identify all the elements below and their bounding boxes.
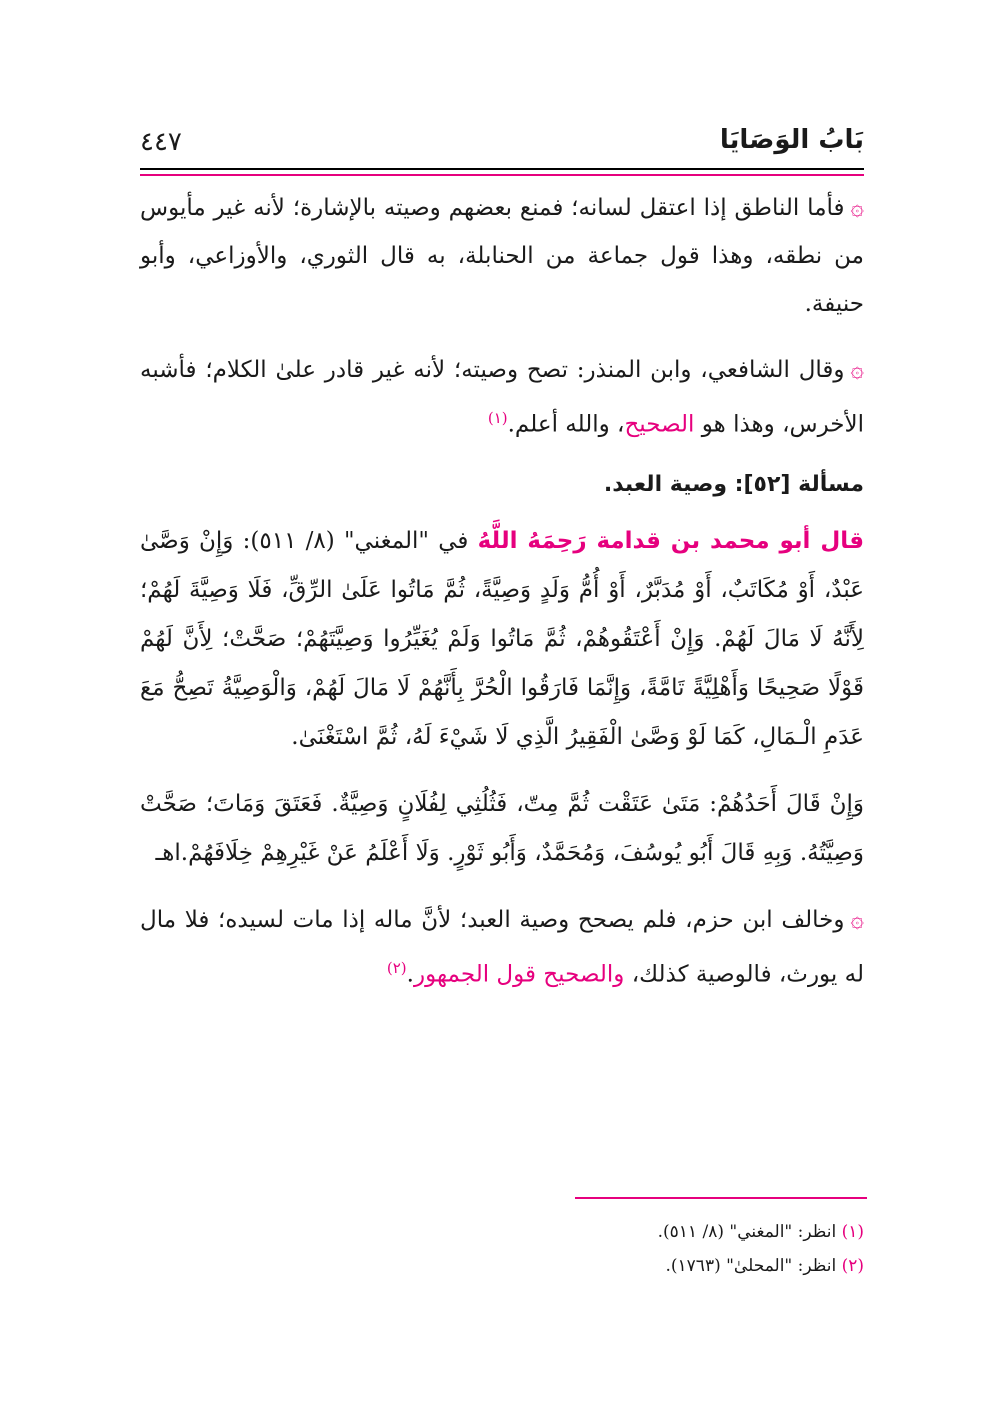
ornament-icon: ۞ xyxy=(850,195,864,221)
chapter-title: بَابُ الوَصَايَا xyxy=(719,125,864,155)
quote-text: وَإِنْ قَالَ أَحَدُهُمْ: مَتَىٰ عَتَقْت ثُمَّ مِتّ، فَثُلُثِي لِفُلَانٍ وَصِيَّةٌ. فَعَتَقَ وَمَاتَ؛ صَحَّتْ وَصِيَّتُهُ. وَبِهِ قَالَ أَبُو يُوسُفَ، وَمُحَمَّدٌ، وَأَبُو ثَوْرٍ. وَلَا أَعْلَمُ عَنْ غَيْرِهِمْ خِلَافَهُمْ.اهـ xyxy=(140,790,864,866)
paragraph-text: وخالف ابن حزم، فلم يصحح وصية العبد؛ لأنَّ ماله إذا مات لسيده؛ فلا مال له يورث، فالوصية كذلك، xyxy=(140,906,864,988)
quote-paragraph-2 xyxy=(140,780,864,878)
page-header xyxy=(140,125,864,165)
paragraph-text: فأما الناطق إذا اعتقل لسانه؛ فمنع بعضهم وصيته بالإشارة؛ لأنه غير مأيوس من نطقه، وهذا قول جماعة من الحنابلة، به قال الثوري، والأوزاعي، وأبو حنيفة. xyxy=(140,195,864,317)
footnote-number: (٢) xyxy=(841,1256,864,1276)
quoted-author: قال أبو محمد بن قدامة رَحِمَهُ اللَّهُ xyxy=(477,527,864,554)
header-rule-pink xyxy=(140,174,864,176)
paragraph-1 xyxy=(140,184,864,328)
footnote-separator xyxy=(575,1197,867,1199)
highlighted-phrase: والصحيح قول الجمهور xyxy=(413,961,625,988)
footnote-text: انظر: "المغني" (٨/ ٥١١). xyxy=(657,1222,837,1242)
page-body xyxy=(140,184,864,1016)
footnote-number: (١) xyxy=(841,1222,864,1242)
ornament-icon: ۞ xyxy=(850,357,864,383)
footnote-1 xyxy=(140,1215,864,1249)
header-rule-black xyxy=(140,168,864,170)
issue-heading: مسألة [٥٢]: وصية العبد. xyxy=(603,471,864,497)
quote-text: في "المغني" (٨/ ٥١١): وَإِنْ وَصَّىٰ عَبْدٌ، أَوْ مُكَاتَبٌ، أَوْ مُدَبَّرٌ، أَوْ أُمُّ وَلَدٍ وَصِيَّةً، ثُمَّ مَاتُوا عَلَىٰ الرِّقِّ، فَلَا وَصِيَّةَ لَهُمْ؛ لِأَنَّهُ لَا مَالَ لَهُمْ. وَإِنْ أَعْتَقُوهُمْ، ثُمَّ مَاتُوا وَلَمْ يُغَيِّرُوا وَصِيَّتَهُمْ؛ صَحَّتْ؛ لِأَنَّ لَهُمْ قَوْلًا صَحِيحًا وَأَهْلِيَّةً تَامَّةً، وَإِنَّمَا فَارَقُوا الْحُرَّ بِأَنَّهُمْ لَا مَالَ لَهُمْ، وَالْوَصِيَّةُ تَصِحُّ مَعَ عَدَمِ الْـمَالِ، كَمَا لَوْ وَصَّىٰ الْفَقِيرُ الَّذِي لَا شَيْءَ لَهُ، ثُمَّ اسْتَغْنَىٰ. xyxy=(140,527,864,750)
paragraph-text-end: ، والله أعلم. xyxy=(507,411,625,438)
paragraph-3 xyxy=(140,896,864,999)
page-number: ٤٤٧ xyxy=(140,127,182,157)
footnote-text: انظر: "المحلىٰ" (١٧٦٣). xyxy=(665,1256,837,1276)
quote-paragraph-1 xyxy=(140,517,864,762)
footnote-2 xyxy=(140,1249,864,1283)
footnotes xyxy=(140,1215,864,1283)
highlighted-phrase: الصحيح xyxy=(624,411,695,438)
footnote-ref-2[interactable]: (٢) xyxy=(386,958,407,977)
footnote-ref-1[interactable]: (١) xyxy=(487,409,508,427)
paragraph-2 xyxy=(140,346,864,449)
ornament-icon: ۞ xyxy=(850,906,864,933)
paragraph-text: وقال الشافعي، وابن المنذر: تصح وصيته؛ لأنه غير قادر علىٰ الكلام؛ فأشبه الأخرس، وهذا هو xyxy=(140,357,864,438)
paragraph-text-end: . xyxy=(406,961,414,988)
